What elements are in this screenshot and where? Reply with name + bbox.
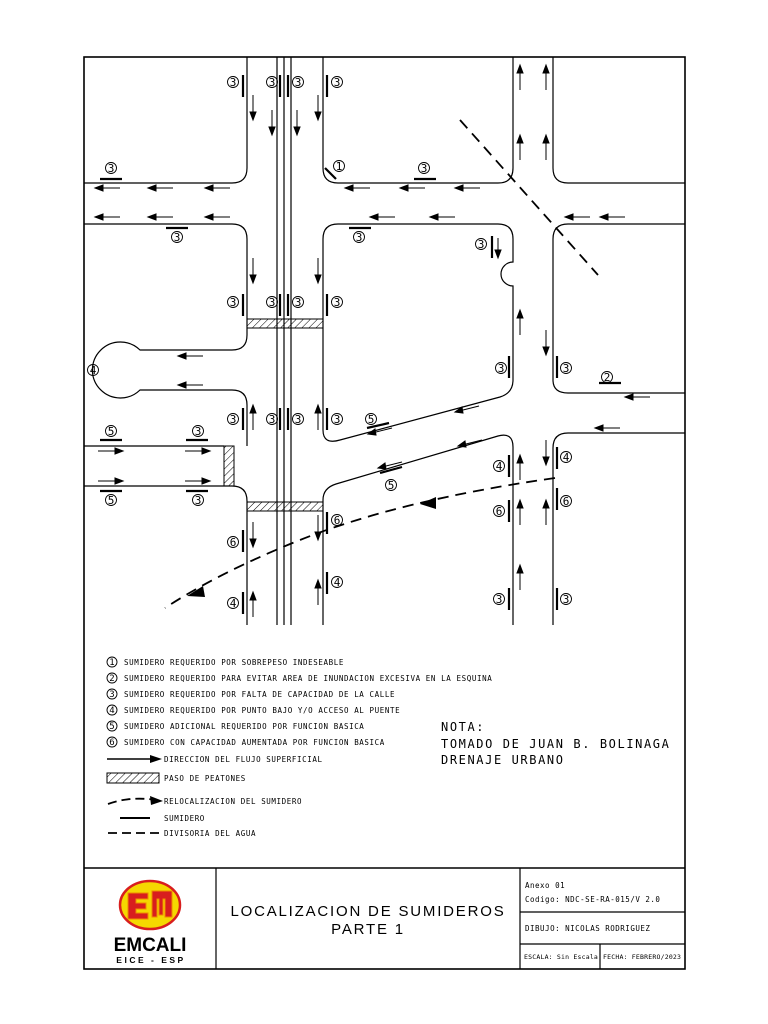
legend-crosswalk-symbol [107,773,159,783]
legend-number: 1 [109,658,115,668]
note-line-2: DRENAJE URBANO [441,753,565,767]
scale: ESCALA: Sin Escala [524,953,599,961]
callout-label: 4 [229,597,237,610]
callout-label: 3 [420,162,428,175]
callout-label: 3 [229,76,237,89]
callout-label: 6 [495,505,503,518]
flow-arrows [95,65,650,617]
callout-label: 3 [194,425,202,438]
inlets [100,75,621,614]
callout-label: 1 [335,160,343,173]
callout-label: 5 [387,479,395,492]
callout-label: 6 [562,495,570,508]
block-right-middle [553,224,685,393]
legend-item-2: SUMIDERO REQUERIDO PARA EVITAR AREA DE INUNDACION EXCESIVA EN LA ESQUINA [124,674,493,683]
legend-item-1: SUMIDERO REQUERIDO POR SOBREPESO INDESEABLE [124,658,344,667]
callout-label: 4 [89,364,97,377]
callout-label: 5 [367,413,375,426]
callout-label: 5 [107,425,115,438]
water-divide-line [460,120,598,275]
street-plan [84,57,685,625]
drawing-title: LOCALIZACION DE SUMIDEROS [230,903,506,920]
callout-label: 3 [497,362,505,375]
callout-circles [88,77,613,609]
legend-number: 3 [109,690,115,700]
company-subtitle: EICE - ESP [116,955,186,965]
callout-label: 3 [294,296,302,309]
note [441,720,670,767]
legend-item-6: SUMIDERO CON CAPACIDAD AUMENTADA POR FUNCION BASICA [124,738,385,747]
callout-label: 3 [173,231,181,244]
drawn-by: DIBUJO: NICOLAS RODRIGUEZ [525,924,651,933]
legend-number: 4 [109,706,115,716]
legend-divide-label: DIVISORIA DEL AGUA [164,829,257,838]
legend-number: 2 [109,674,115,684]
callout-label: 3 [268,76,276,89]
company-name: EMCALI [113,935,187,956]
emcali-logo [114,881,187,965]
callout-label: 3 [107,162,115,175]
annex-number: Anexo 01 [525,881,566,890]
date: FECHA: FEBRERO/2023 [603,953,682,961]
callout-label: 3 [294,76,302,89]
callout-label: 5 [107,494,115,507]
block-right-lower [553,433,685,625]
callout-label: 3 [268,413,276,426]
water-divides [165,120,598,608]
document-code: Codigo: NDC-SE-RA-015/V 2.0 [525,895,661,904]
relocation-arrowhead-2 [187,586,205,597]
callout-label: 3 [194,494,202,507]
legend-crosswalk-label: PASO DE PEATONES [164,774,246,783]
callout-label: 3 [229,296,237,309]
callout-label: 3 [268,296,276,309]
block-lower-center [323,435,513,625]
callout-label: 3 [562,362,570,375]
callout-label: 4 [495,460,503,473]
note-heading: NOTA: [441,720,486,734]
drawing-subtitle: PARTE 1 [331,921,405,938]
flow-arrows-east [98,448,210,484]
callout-label: 3 [562,593,570,606]
flow-arrows-north [250,65,549,617]
callout-label: 6 [333,514,341,527]
legend-item-5: SUMIDERO ADICIONAL REQUERIDO POR FUNCION BASICA [124,722,365,731]
callout-label: 4 [562,451,570,464]
relocation-arrowhead [420,497,436,509]
legend-number: 5 [109,722,115,732]
callout-labels [90,76,611,610]
callout-label: 3 [333,413,341,426]
crosswalk-lower [247,502,323,511]
callout-label: 6 [229,536,237,549]
callout-label: 3 [333,76,341,89]
callout-label: 3 [229,413,237,426]
block-top-right [553,57,685,183]
legend-flow-arrowhead [150,755,162,763]
callout-label: 2 [603,371,611,384]
relocation-line [165,478,555,608]
legend-number: 6 [109,738,115,748]
legend-item-4: SUMIDERO REQUERIDO POR PUNTO BAJO Y/O ACCESO AL PUENTE [124,706,401,715]
note-line-1: TOMADO DE JUAN B. BOLINAGA [441,737,671,751]
block-top-center [323,57,513,183]
crosswalk-left [224,446,234,486]
legend-relocation-label: RELOCALIZACION DEL SUMIDERO [164,797,303,806]
block-left-middle [84,224,247,445]
legend-flow-label: DIRECCION DEL FLUJO SUPERFICIAL [164,755,323,764]
legend-item-3: SUMIDERO REQUERIDO POR FALTA DE CAPACIDAD DE LA CALLE [124,690,396,699]
callout-label: 3 [495,593,503,606]
legend-inlet-label: SUMIDERO [164,814,205,823]
legend-relocation-arrowhead [150,796,163,805]
legend-relocation-symbol [108,799,156,804]
callout-label: 3 [333,296,341,309]
block-center [323,224,513,441]
callout-label: 4 [333,576,341,589]
callout-label: 3 [294,413,302,426]
legend [107,657,492,838]
callout-label: 3 [355,231,363,244]
crosswalk-upper [247,319,323,328]
callout-label: 3 [477,238,485,251]
